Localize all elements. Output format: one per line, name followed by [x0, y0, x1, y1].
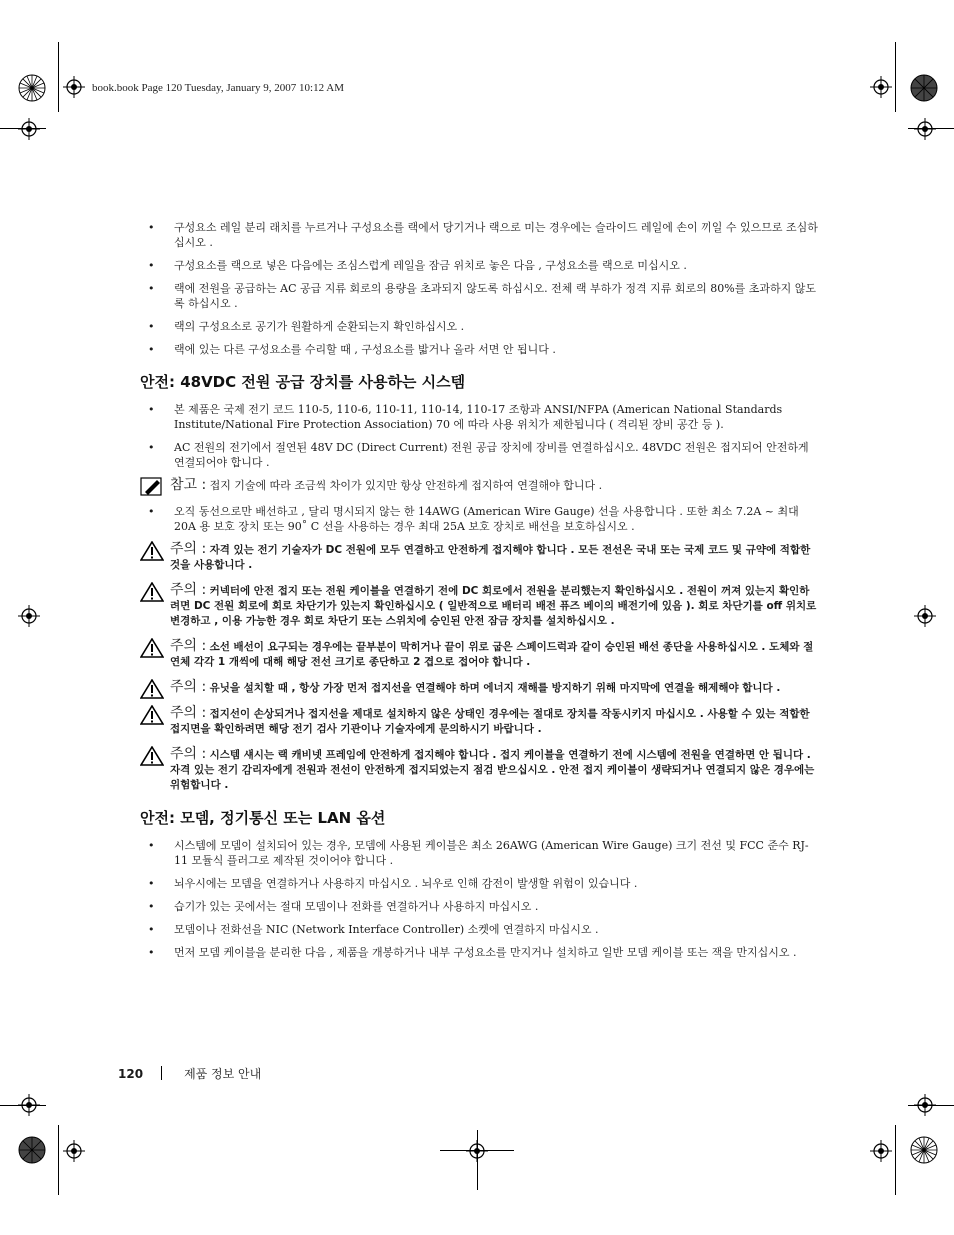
warning-text: 접지선이 손상되거나 접지선을 제대로 설치하지 않은 상태인 경우에는 절대로 장치를 작동시키지 마십시오 . 사용할 수 있는 적합한 접지면을 확인하려면 해당 전기 검사 기관이나 기술자에게 문의하시기 바랍니다 .: [170, 708, 810, 735]
warning-callout: [140, 680, 818, 696]
list-item: • 구성요소를 랙으로 넣은 다음에는 조심스럽게 레일을 잠금 위치로 놓은 다음 , 구성요소를 랙으로 미십시오 .: [148, 259, 687, 272]
print-header: book.book Page 120 Tuesday, January 9, 2007 10:12 AM: [92, 82, 344, 94]
note-callout: [140, 478, 818, 494]
color-target-icon: [910, 74, 938, 102]
registration-mark-icon: [63, 76, 85, 98]
note-label: 참고 :: [170, 477, 207, 493]
list-item: • AC 전원의 전기에서 절연된 48V DC (Direct Current) 전원 공급 장치에 장비를 연결하십시오. 48VDC 전원은 접지되어 안전하게 연결되어야 합니다 .: [148, 441, 809, 469]
registration-mark-icon: [18, 1094, 40, 1116]
top-bullet-list: [140, 220, 818, 357]
bullet-icon: •: [148, 877, 155, 890]
bullet-icon: •: [148, 923, 155, 936]
page-number: 120: [118, 1067, 144, 1081]
note-text: 접지 기술에 따라 조금씩 차이가 있지만 항상 안전하게 접지하여 연결해야 합니다 .: [209, 479, 603, 492]
list-item: • 뇌우시에는 모뎀을 연결하거나 사용하지 마십시오 . 뇌우로 인해 감전이 발생할 위험이 있습니다 .: [148, 877, 638, 890]
warning-text: 소선 배선이 요구되는 경우에는 끝부분이 막히거나 끝이 위로 굽은 스페이드럭과 같이 승인된 배선 종단을 사용하십시오 . 도체와 절연체 각각 1 개씩에 대해 해당 전선 크기로 종단하고 2 겹으로 접어야 합니다 .: [170, 641, 814, 668]
warning-triangle-icon: [140, 746, 164, 766]
list-item: • 랙의 구성요소로 공기가 원활하게 순환되는지 확인하십시오 .: [148, 320, 465, 333]
section-heading-modem: 안전: 모뎀, 정기통신 또는 LAN 옵션: [140, 809, 386, 827]
crop-mark: [58, 42, 59, 112]
warning-triangle-icon: [140, 582, 164, 602]
bullet-icon: •: [148, 282, 155, 295]
registration-mark-icon: [914, 118, 936, 140]
registration-mark-icon: [63, 1140, 85, 1162]
footer-title: 제품 정보 안내: [184, 1067, 262, 1081]
bullet-icon: •: [148, 839, 155, 852]
list-item: • 본 제품은 국제 전기 코드 110-5, 110-6, 110-11, 110-14, 110-17 조항과 ANSI/NFPA (American National Standards Institute/National Fire Protection Association) 70 에 따라 사용 위치가 제한됩니다 ( 격리된 장비 공간 등 ).: [148, 403, 783, 431]
warning-triangle-icon: [140, 679, 164, 699]
list-item: • 습기가 있는 곳에서는 절대 모뎀이나 전화를 연결하거나 사용하지 마십시오 .: [148, 900, 539, 913]
warning-text: 유닛을 설치할 때 , 항상 가장 먼저 접지선을 연결해야 하며 에너지 재해를 방지하기 위해 마지막에 연결을 해제해야 합니다 .: [209, 682, 781, 694]
warning-label: 주의 :: [170, 582, 207, 598]
bullet-icon: •: [148, 403, 155, 416]
footer-divider: [161, 1066, 162, 1080]
list-item: • 시스템에 모뎀이 설치되어 있는 경우, 모뎀에 사용된 케이블은 최소 26AWG (American Wire Gauge) 크기 전선 및 FCC 준수 RJ-11 모듈식 플러그로 제작된 것이어야 합니다 .: [148, 839, 809, 867]
page-content: [140, 220, 818, 968]
warning-text: 커넥터에 안전 접지 또는 전원 케이블을 연결하기 전에 DC 회로에서 전원을 분리했는지 확인하십시오 . 전원이 꺼져 있는지 확인하려면 DC 전원 회로에 회로 차단기가 있는지 확인하십시오 ( 일반적으로 배터리 배전 퓨즈 베이의 배전기에 있음 ). 회로 차단기를 off 위치로 변경하고 , 이용 가능한 경우 회로 차단기 또는 스위치에 승인된 안전 잠금 장치를 설치하십시오 .: [170, 585, 817, 627]
bullet-icon: •: [148, 320, 155, 333]
section-heading-48vdc: 안전: 48VDC 전원 공급 장치를 사용하는 시스템: [140, 373, 466, 391]
list-item: • 모뎀이나 전화선을 NIC (Network Interface Controller) 소켓에 연결하지 마십시오 .: [148, 923, 599, 936]
bullet-icon: •: [148, 441, 155, 454]
warning-callout: [140, 747, 818, 793]
warning-label: 주의 :: [170, 679, 207, 695]
crop-mark: [895, 42, 896, 112]
registration-mark-icon: [914, 605, 936, 627]
warning-text: 자격 있는 전기 기술자가 DC 전원에 모두 연결하고 안전하게 접지해야 합니다 . 모든 전선은 국내 또는 국제 코드 및 규약에 적합한 것을 사용합니다 .: [170, 544, 811, 571]
list-item: • 먼저 모뎀 케이블을 분리한 다음 , 제품을 개봉하거나 내부 구성요소를 만지거나 설치하고 일반 모뎀 케이블 또는 잭을 만지십시오 .: [148, 946, 797, 959]
bullet-icon: •: [148, 900, 155, 913]
warning-label: 주의 :: [170, 705, 207, 721]
section2-bullet-list: [140, 838, 818, 960]
color-target-icon: [910, 1136, 938, 1164]
warning-label: 주의 :: [170, 638, 207, 654]
warning-label: 주의 :: [170, 541, 207, 557]
list-item: • 오직 동선으로만 배선하고 , 달리 명시되지 않는 한 14AWG (American Wire Gauge) 선을 사용합니다 . 또한 최소 7.2A ~ 최대 20A 용 보호 장치 또는 90˚ C 선을 사용하는 경우 최대 25A 보호 장치로 배선을 보호하십시오 .: [148, 505, 799, 533]
warning-triangle-icon: [140, 705, 164, 725]
warning-callout: [140, 706, 818, 737]
warning-label: 주의 :: [170, 746, 207, 762]
crop-mark: [58, 1125, 59, 1195]
pencil-note-icon: [140, 477, 164, 497]
section1-bullet-list-2: [140, 504, 818, 534]
crop-mark: [895, 1125, 896, 1195]
registration-mark-icon: [870, 76, 892, 98]
warning-callout: [140, 639, 818, 670]
warning-text: 시스템 섀시는 랙 캐비넷 프레임에 안전하게 접지해야 합니다 . 접지 케이블을 연결하기 전에 시스템에 전원을 연결하면 안 됩니다 . 자격 있는 전기 감리자에게 전원과 전선이 안전하게 접지되었는지 점검 받으십시오 . 안전 접지 케이블이 생략되거나 연결되지 않은 경우에는 위험합니다 .: [170, 749, 815, 791]
registration-mark-icon: [466, 1140, 488, 1162]
registration-mark-icon: [18, 118, 40, 140]
warning-callout: [140, 583, 818, 629]
warning-triangle-icon: [140, 541, 164, 561]
bullet-icon: •: [148, 221, 155, 234]
bullet-icon: •: [148, 946, 155, 959]
page-footer: [118, 1065, 261, 1082]
warning-triangle-icon: [140, 638, 164, 658]
registration-mark-icon: [870, 1140, 892, 1162]
section1-bullet-list: [140, 402, 818, 470]
bullet-icon: •: [148, 259, 155, 272]
warning-callout: [140, 542, 818, 573]
color-target-icon: [18, 74, 46, 102]
bullet-icon: •: [148, 505, 155, 518]
registration-mark-icon: [18, 605, 40, 627]
color-target-icon: [18, 1136, 46, 1164]
list-item: • 랙에 있는 다른 구성요소를 수리할 때 , 구성요소를 밟거나 올라 서면 안 됩니다 .: [148, 343, 556, 356]
list-item: • 구성요소 레일 분리 래치를 누르거나 구성요소를 랙에서 당기거나 랙으로 미는 경우에는 슬라이드 레일에 손이 끼일 수 있으므로 조심하십시오 .: [148, 221, 818, 249]
bullet-icon: •: [148, 343, 155, 356]
list-item: • 랙에 전원을 공급하는 AC 공급 지류 회로의 용량을 초과되지 않도록 하십시오. 전체 랙 부하가 정격 지류 회로의 80%를 초과하지 않도록 하십시오 .: [148, 282, 817, 310]
registration-mark-icon: [914, 1094, 936, 1116]
